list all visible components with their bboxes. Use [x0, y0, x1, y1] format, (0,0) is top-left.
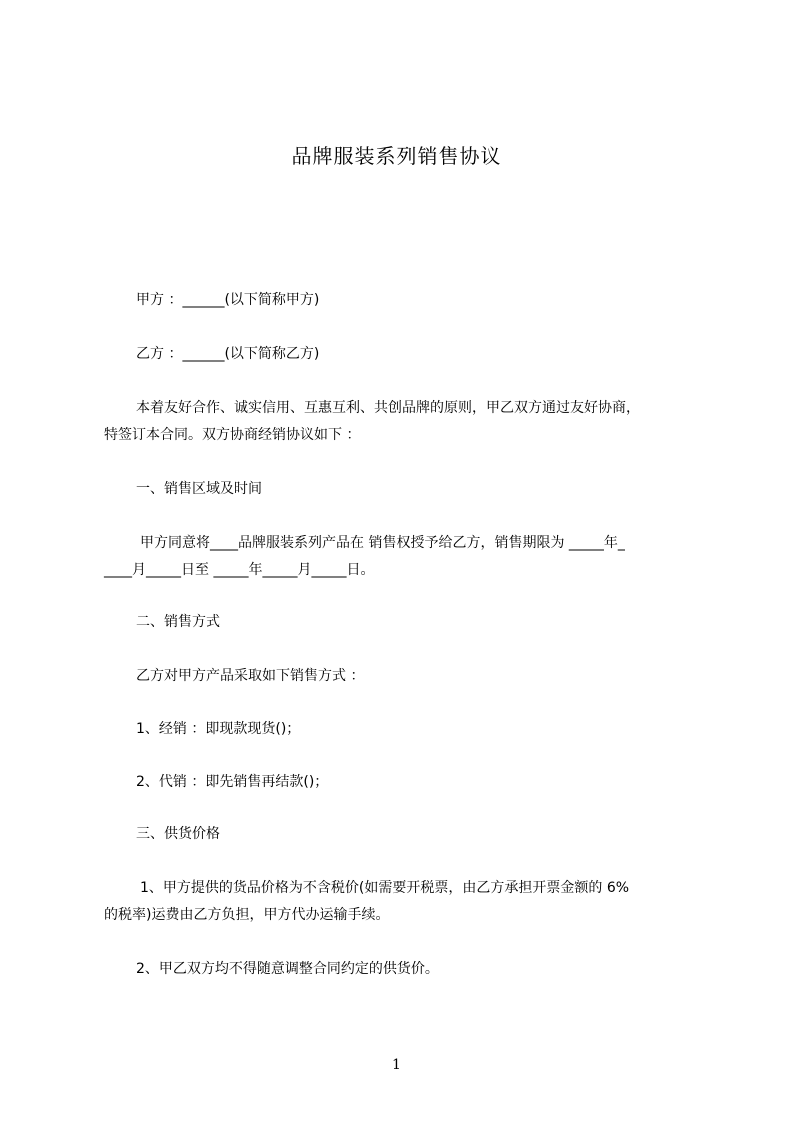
preamble-line-1: 本着友好合作、诚实信用、互惠互利、共创品牌的原则，甲乙双方通过友好协商，: [136, 400, 640, 416]
section-2-heading: 二、销售方式: [136, 614, 220, 630]
section-1-heading: 一、销售区域及时间: [136, 481, 262, 497]
section-2-item-2: 2、代销 ：即先销售再结款()；: [136, 774, 329, 790]
section-1-text-line-1: 甲方同意将____品牌服装系列产品在 销售权授予给乙方，销售期限为 _____年_: [140, 535, 625, 551]
section-3-item-1-line-2: 的税率)运费由乙方负担，甲方代办运输手续。: [104, 907, 390, 923]
party-b-line: 乙方 ：______(以下简称乙方): [136, 346, 320, 362]
section-3-item-1-line-1: 1、甲方提供的货品价格为不含税价(如需要开税票，由乙方承担开票金额的 6%: [140, 880, 630, 896]
section-3-item-2: 2、甲乙双方均不得随意调整合同约定的供货价。: [136, 961, 439, 977]
section-1-text-line-2: ____月_____日至 _____年_____月_____日。: [104, 562, 375, 578]
document-title: 品牌服装系列销售协议: [291, 144, 502, 168]
page-number: 1: [392, 1057, 401, 1073]
preamble-line-2: 特签订本合同。双方协商经销协议如下 ：: [104, 427, 361, 443]
section-2-item-1: 1、经销 ：即现款现货()；: [136, 721, 301, 737]
section-3-heading: 三、供货价格: [136, 826, 220, 842]
party-a-line: 甲方 ：______(以下简称甲方): [136, 292, 320, 308]
section-2-intro: 乙方对甲方产品采取如下销售方式 ：: [136, 668, 365, 684]
